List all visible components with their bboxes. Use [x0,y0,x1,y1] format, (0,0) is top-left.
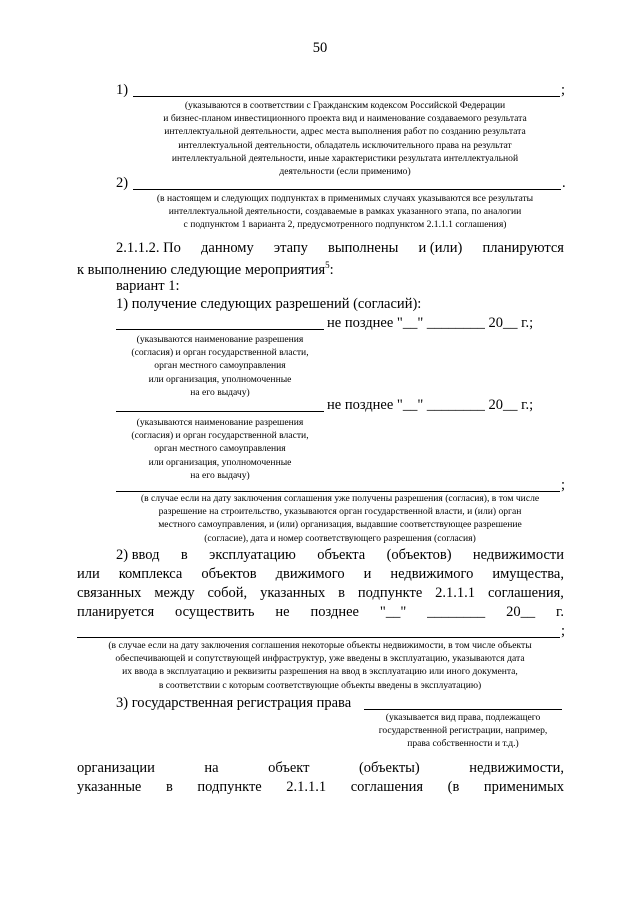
note-line: (в случае если на дату заключения соглашения некоторые объекты недвижимости, в том числе объекты [108,640,532,651]
note-line: в соответствии с которым соответствующие объекты введены в эксплуатацию) [158,679,482,691]
permit1-note [110,333,330,399]
word: между [154,585,195,601]
word: указанные [77,779,142,795]
item1-fill-line [133,96,560,97]
clause-colon: : [329,261,334,278]
word: и (или) [418,240,463,256]
word: позднее [310,604,359,620]
word: подпункте [197,779,262,795]
word: или [77,566,100,582]
note-line: интеллектуальной деятельности, обладатель исключительного права на результат [178,139,512,151]
permit1-fill-line [116,329,324,330]
word: (в [447,779,460,795]
word: имущества, [492,566,564,582]
item1-end: ; [561,82,566,98]
note-line: местного самоуправления, и (или) организация, выдавшие соответствующее разрешение [158,519,522,531]
registration-fill-line [364,709,562,710]
word: осуществить [175,604,255,620]
word: в [338,585,346,601]
word: в [165,779,173,795]
word: данному [201,240,254,256]
note-line: или организация, уполномоченные [148,456,292,468]
word: ________ [427,604,486,620]
word: недвижимости, [469,760,564,776]
note-line: и бизнес-планом инвестиционного проекта вид и наименование создаваемого результата [163,113,527,125]
word: соглашения [350,779,424,795]
item2-end: . [562,175,566,191]
commissioning-line-2 [77,566,564,583]
word: недвижимого [390,566,474,582]
item1-number: 1) [116,82,129,98]
word: объекта [317,547,366,563]
commissioning-line-3 [77,585,564,602]
commissioning-fill-line [77,637,560,638]
word: планируются [482,240,564,256]
note-line: (в случае если на дату заключения соглашения уже получены разрешения (согласия), в том числе [140,493,540,504]
commissioning-line-1 [116,547,564,564]
permits-note [100,492,580,545]
word: 2) ввод [116,547,160,563]
page-number: 50 [312,40,328,56]
word: г. [556,604,564,620]
note-line: интеллектуальной деятельности, создаваемые в рамках указанного этапа, по аналогии [168,206,522,218]
commissioning-note [70,639,570,692]
word: не [275,604,290,620]
note-line: (указывается вид права, подлежащего [385,712,541,723]
clause-text: к выполнению следующие мероприятия [77,261,326,278]
note-line: орган местного самоуправления [154,360,286,372]
permit2-note [110,416,330,482]
word: комплекса [118,566,183,582]
item2-note [120,192,570,232]
word: соглашения, [487,585,564,601]
note-line: с подпунктом 1 варианта 2, предусмотренного подпунктом 2.1.1.1 соглашения) [183,219,507,231]
note-line: орган местного самоуправления [154,443,286,455]
note-line: (указываются в соответствии с Гражданским кодексом Российской Федерации [184,100,506,111]
note-line: на его выдачу) [190,469,250,481]
word: 2.1.1.2. По [116,240,181,256]
word: связанных [77,585,142,601]
item2-number: 2) [116,175,129,191]
note-line: интеллектуальной деятельности, иные характеристики результата интеллектуальной [171,152,519,164]
variant-label: вариант 1: [116,278,180,294]
word: организации [77,760,155,776]
note-line: разрешение на строительство, указываются орган государственной власти, и (или) орган [158,506,522,518]
registration-note [352,711,574,751]
word: эксплуатацию [209,547,296,563]
word: "__" [379,604,407,620]
permit2-deadline: не позднее "__" ________ 20__ г.; [327,397,534,413]
word: и [363,566,372,582]
permit1-deadline: не позднее "__" ________ 20__ г.; [327,315,534,331]
registration-title: 3) государственная регистрация права [116,695,352,711]
word: применимых [483,779,564,795]
word: недвижимости [472,547,564,563]
word: 2.1.1.1 [286,779,327,795]
word: движимого [275,566,345,582]
word: 2.1.1.1 [435,585,476,601]
word: в [180,547,188,563]
note-line: обеспечивающей и сопутствующей инфраструктур, уже введены в эксплуатацию, указываются дата [115,653,525,665]
word: 20__ [506,604,536,620]
item2-fill-line [133,189,561,190]
clause-line-1 [116,240,564,257]
note-line: (согласие), дата и номер соответствующего разрешения (согласия) [204,532,476,544]
permits-end: ; [561,477,566,493]
footnote-mark: 5 [325,260,330,270]
permit2-fill-line [116,411,324,412]
note-line: или организация, уполномоченные [148,373,292,385]
word: (объекты) [358,760,420,776]
note-line: деятельности (если применимо) [279,166,411,178]
word: собой, [207,585,248,601]
note-line: права собственности и т.д.) [407,738,519,750]
registration-line-1 [77,760,564,777]
note-line: (указываются наименование разрешения [136,417,304,428]
commissioning-end: ; [561,623,566,639]
word: подпункте [357,585,423,601]
word: этапу [273,240,308,256]
note-line: на его выдачу) [190,386,250,398]
word: (объектов) [386,547,452,563]
commissioning-line-4 [77,604,564,621]
permits-title: 1) получение следующих разрешений (согласий): [116,296,422,312]
clause-line-2 [77,257,334,279]
note-line: (указываются наименование разрешения [136,334,304,345]
word: планируется [77,604,155,620]
note-line: (согласия) и орган государственной власти, [131,430,309,442]
item1-note [120,99,570,178]
note-line: государственной регистрации, например, [378,725,548,737]
note-line: (согласия) и орган государственной власти, [131,347,309,359]
note-line: (в настоящем и следующих подпунктах в применимых случаях указываются все результаты [156,193,534,204]
word: на [204,760,219,776]
registration-line-2 [77,779,564,796]
word: указанных [260,585,326,601]
word: объект [268,760,310,776]
word: объектов [201,566,257,582]
word: выполнены [328,240,399,256]
note-line: интеллектуальной деятельности, адрес места выполнения работ по созданию результата [164,126,526,138]
note-line: их ввода в эксплуатацию и реквизиты разрешения на ввод в эксплуатацию или иного документа, [122,666,518,678]
